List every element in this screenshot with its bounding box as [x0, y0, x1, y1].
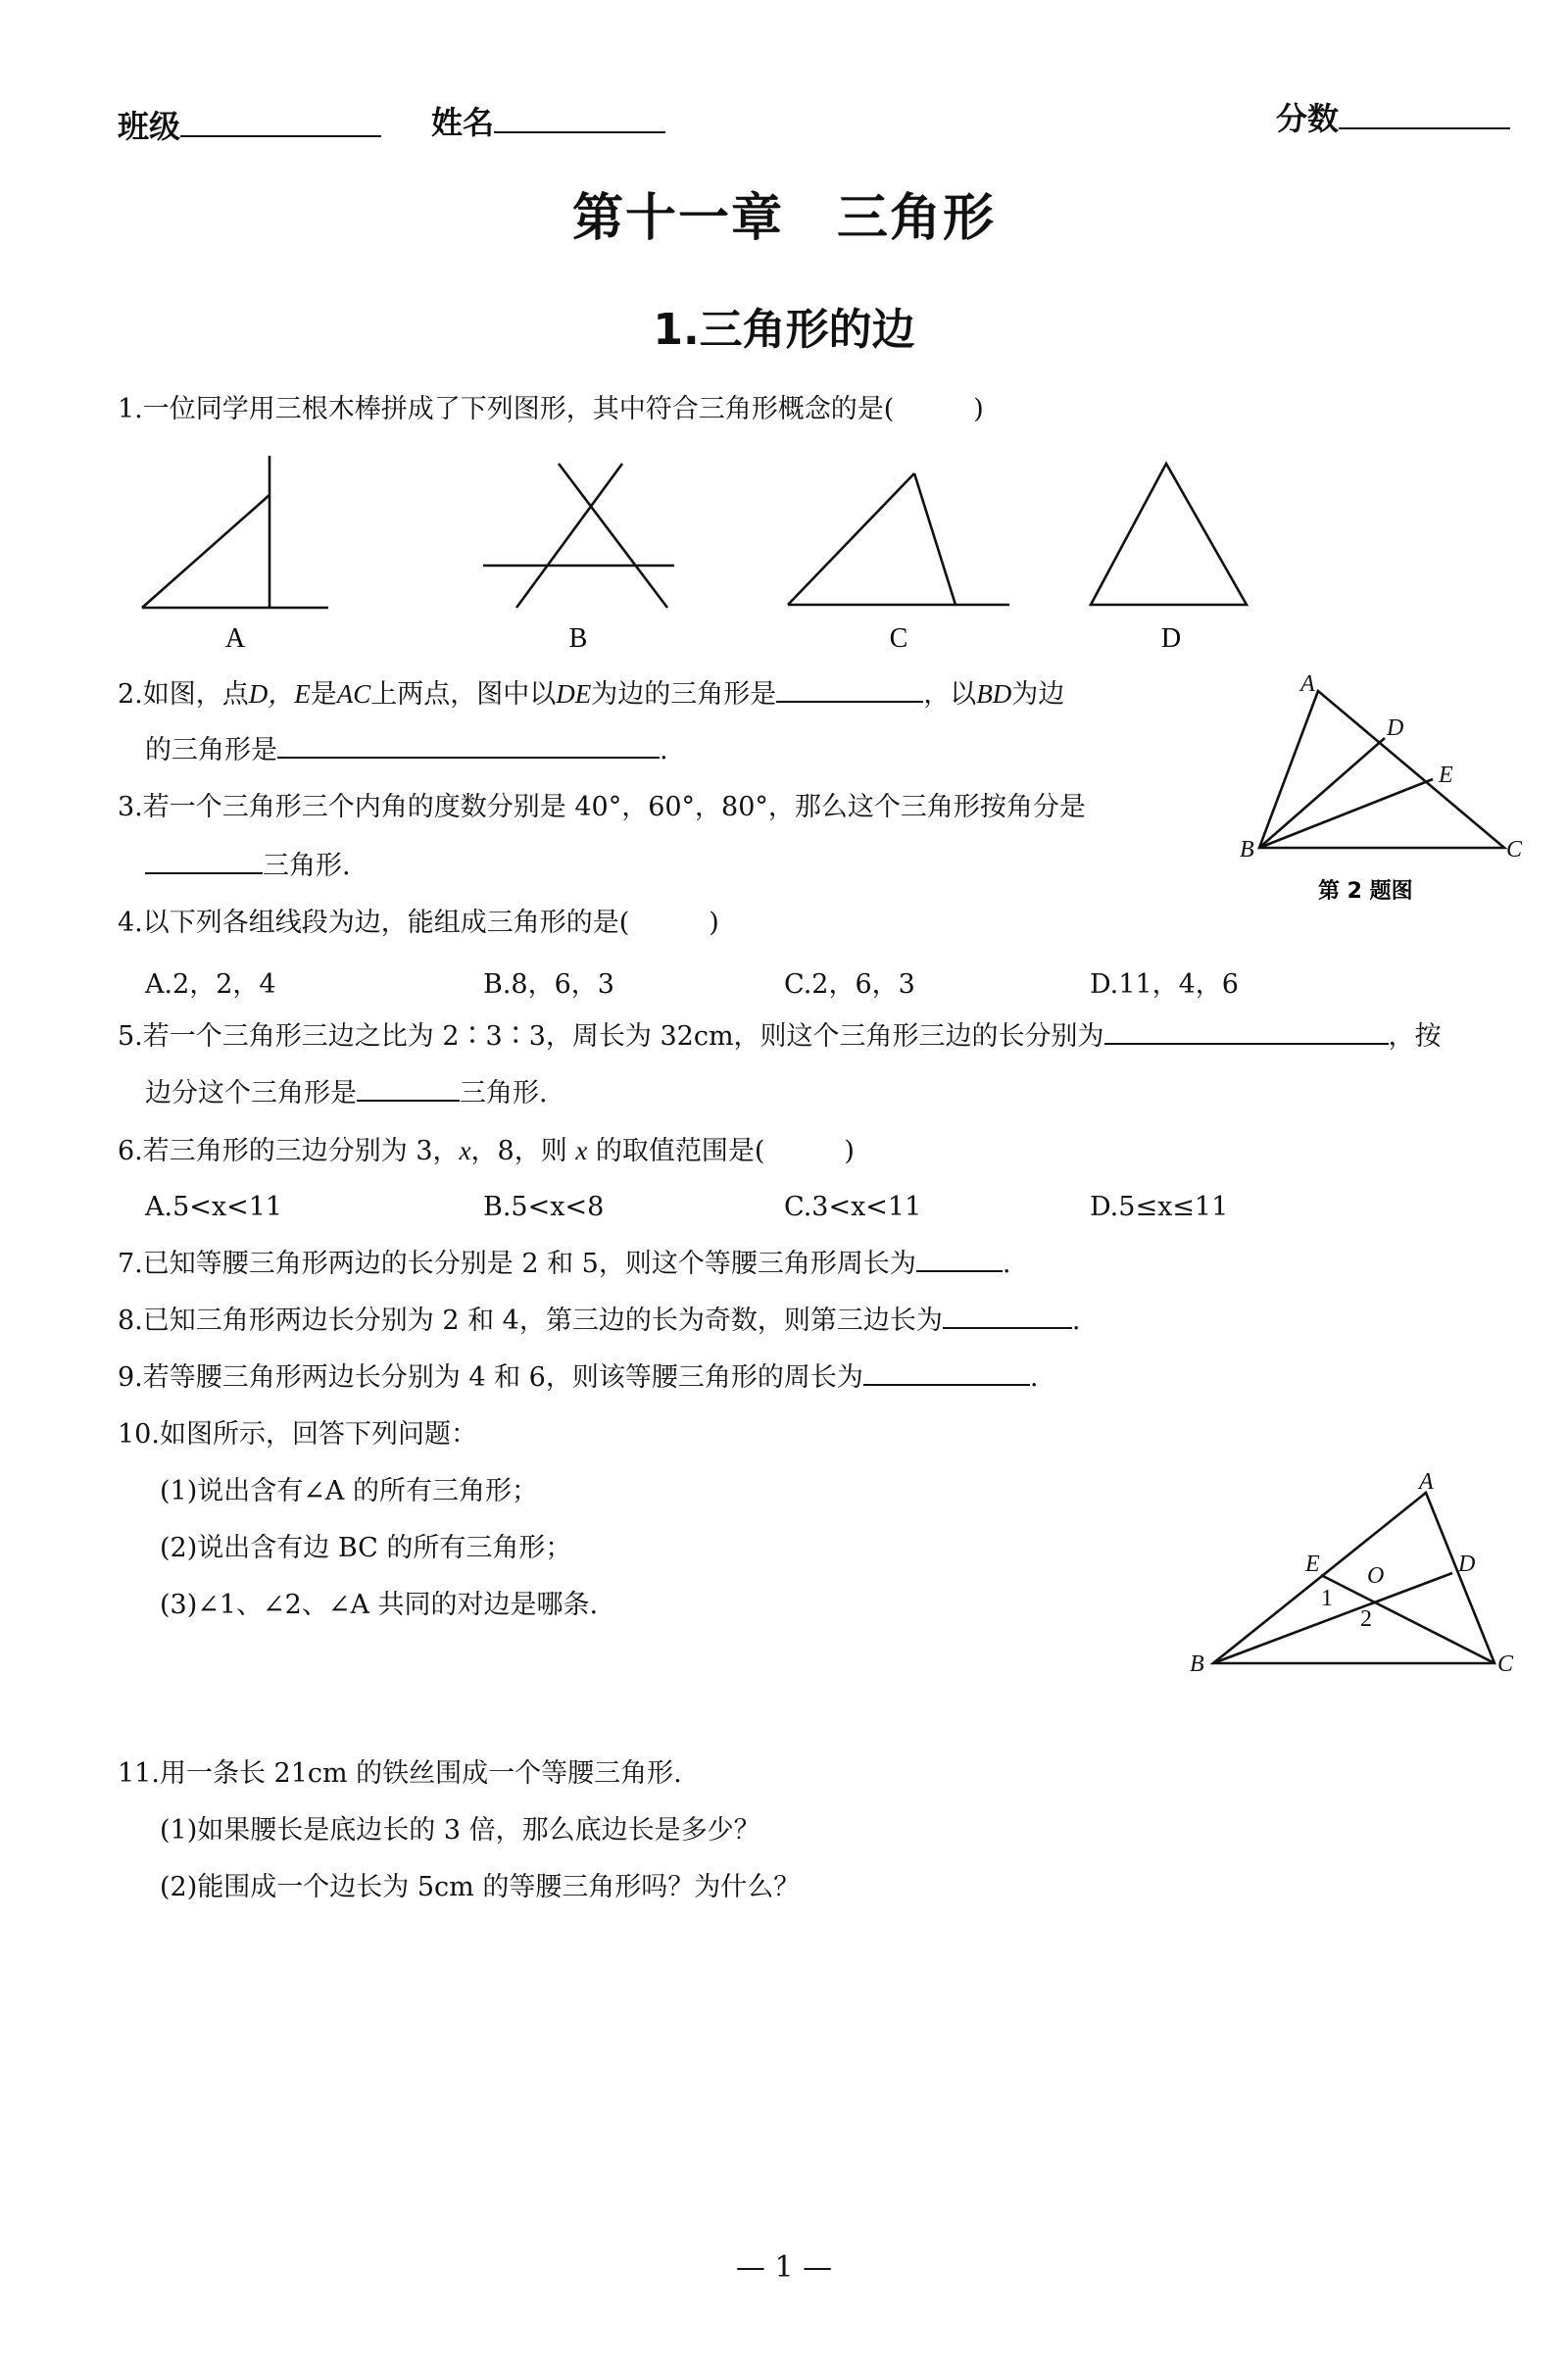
q6-text-c: 的取值范围是( ) — [595, 1136, 855, 1166]
q10-pt-c: C — [1497, 1651, 1514, 1677]
score-label: 分数 — [1276, 100, 1340, 137]
q5-blank-2[interactable] — [357, 1099, 460, 1102]
q10-pt-d: D — [1458, 1552, 1476, 1577]
q2-pt-b: B — [1240, 837, 1254, 862]
q2-pt-e: E — [1439, 763, 1453, 788]
score-blank[interactable] — [1339, 126, 1510, 129]
name-label: 姓名 — [431, 104, 495, 141]
figure-a — [142, 456, 328, 654]
q5-blank-1[interactable] — [1104, 1042, 1389, 1045]
page-number: — 1 — — [735, 2250, 833, 2285]
q6-option-b[interactable]: B.5<x<8 — [483, 1192, 605, 1222]
q4-option-a[interactable]: A.2，2，4 — [145, 969, 276, 1000]
score-field — [1276, 94, 1510, 139]
q10-pt-b: B — [1190, 1651, 1204, 1677]
q10-angle-2: 2 — [1360, 1606, 1372, 1632]
q8-end: . — [1071, 1306, 1081, 1336]
q2-pt-c: C — [1506, 837, 1523, 862]
section-title: 1.三角形的边 — [653, 305, 915, 355]
q8-text: 8.已知三角形两边长分别为 2 和 4，第三边的长为奇数，则第三边长为 — [118, 1306, 943, 1336]
q5-text-2b: 三角形. — [460, 1078, 548, 1109]
q11-sub-1: (1)如果腰长是底边长的 3 倍，那么底边长是多少？ — [160, 1815, 760, 1846]
q2-figure — [1240, 666, 1534, 912]
q6-text-b: ，8，则 — [470, 1136, 567, 1166]
q6-option-d[interactable]: D.5≤x≤11 — [1090, 1192, 1229, 1222]
q5-text-1: 5.若一个三角形三边之比为 2∶3∶3，周长为 32cm，则这个三角形三边的长分别为 — [118, 1021, 1104, 1052]
q10-sub-3: (3)∠1、∠2、∠A 共同的对边是哪条. — [160, 1590, 599, 1620]
q2-text-h: ，以 — [923, 679, 977, 710]
q3-text-2: 三角形. — [263, 851, 351, 881]
q2-text-2a: 的三角形是 — [145, 735, 277, 765]
figure-c-label: C — [889, 623, 908, 654]
q1-figures — [127, 446, 1284, 657]
question-4: 4.以下列各组线段为边，能组成三角形的是( ) — [118, 908, 719, 938]
q10-figure — [1186, 1465, 1524, 1686]
q6-option-a[interactable]: A.5<x<11 — [145, 1192, 283, 1222]
q2-text-e: 上两点，图中以 — [370, 679, 557, 710]
question-11: 11.用一条长 21cm 的铁丝围成一个等腰三角形. — [118, 1758, 682, 1789]
q5-text-2a: 边分这个三角形是 — [145, 1078, 357, 1109]
q6-option-c[interactable]: C.3<x<11 — [784, 1192, 922, 1222]
q4-option-b[interactable]: B.8，6，3 — [483, 969, 614, 1000]
question-10: 10.如图所示，回答下列问题： — [118, 1419, 477, 1450]
q10-sub-1: (1)说出含有∠A 的所有三角形； — [160, 1476, 538, 1506]
q6-text-a: 6.若三角形的三边分别为 3， — [118, 1136, 460, 1166]
figure-d-label: D — [1160, 623, 1182, 654]
question-9 — [118, 1360, 1038, 1396]
figure-b-label: B — [568, 623, 588, 654]
q7-end: . — [1002, 1249, 1011, 1279]
question-7 — [118, 1247, 1010, 1282]
q10-pt-o: O — [1367, 1563, 1385, 1589]
q6-var-x: x — [459, 1136, 471, 1165]
question-3-line-1: 3.若一个三角形三个内角的度数分别是 40°，60°，80°，那么这个三角形按角分是 — [118, 792, 1086, 822]
q8-blank[interactable] — [943, 1326, 1072, 1329]
q2-blank-1[interactable] — [776, 700, 923, 703]
q6-var-x-2: x — [575, 1136, 588, 1165]
question-5-line-1 — [118, 1019, 1442, 1055]
q3-blank[interactable] — [145, 871, 263, 874]
figure-c — [788, 473, 1009, 654]
question-2-line-2 — [145, 733, 668, 768]
question-6 — [118, 1133, 855, 1169]
q2-seg-de: DE — [556, 679, 592, 709]
q2-text-a: 2.如图，点 — [118, 679, 249, 710]
figure-d — [1091, 464, 1247, 654]
q5-text-1-end: ，按 — [1388, 1021, 1442, 1052]
question-5-line-2 — [145, 1076, 548, 1111]
q4-option-d[interactable]: D.11，4，6 — [1090, 969, 1239, 1000]
q2-text-g: 为边的三角形是 — [591, 679, 777, 710]
question-2-line-1 — [118, 676, 1064, 713]
chapter-title: 第十一章 三角形 — [571, 189, 996, 248]
q2-caption: 第 2 题图 — [1318, 879, 1413, 904]
q2-text-j: 为边 — [1011, 679, 1065, 710]
q2-seg-ac: AC — [336, 679, 371, 709]
q9-text: 9.若等腰三角形两边长分别为 4 和 6，则该等腰三角形的周长为 — [118, 1362, 863, 1393]
q10-angle-1: 1 — [1321, 1586, 1333, 1611]
q2-points-de: D，E — [248, 679, 311, 709]
question-3-line-2 — [145, 849, 351, 884]
q2-seg-bd: BD — [976, 679, 1012, 709]
q9-blank[interactable] — [863, 1383, 1030, 1386]
q10-sub-2: (2)说出含有边 BC 的所有三角形； — [160, 1533, 572, 1563]
q9-end: . — [1029, 1362, 1039, 1393]
figure-a-label: A — [224, 623, 246, 654]
class-blank[interactable] — [180, 134, 381, 137]
name-blank[interactable] — [494, 130, 665, 133]
q10-pt-e: E — [1305, 1552, 1320, 1577]
q2-blank-2[interactable] — [277, 756, 660, 759]
q4-option-c[interactable]: C.2，6，3 — [784, 969, 915, 1000]
question-8 — [118, 1304, 1080, 1339]
q2-pt-a: A — [1300, 671, 1315, 697]
q10-pt-a: A — [1419, 1469, 1434, 1495]
q2-pt-d: D — [1387, 715, 1404, 741]
class-label: 班级 — [118, 108, 181, 145]
class-field — [118, 102, 381, 147]
q7-text: 7.已知等腰三角形两边的长分别是 2 和 5，则这个等腰三角形周长为 — [118, 1249, 916, 1279]
question-1: 1.一位同学用三根木棒拼成了下列图形，其中符合三角形概念的是( ) — [118, 394, 984, 424]
q11-sub-2: (2)能围成一个边长为 5cm 的等腰三角形吗？为什么？ — [160, 1872, 801, 1902]
q2-text-c: 是 — [310, 679, 337, 710]
q2-text-2b: . — [660, 735, 668, 765]
figure-b — [483, 464, 674, 654]
q7-blank[interactable] — [916, 1269, 1003, 1272]
name-field — [431, 98, 665, 143]
